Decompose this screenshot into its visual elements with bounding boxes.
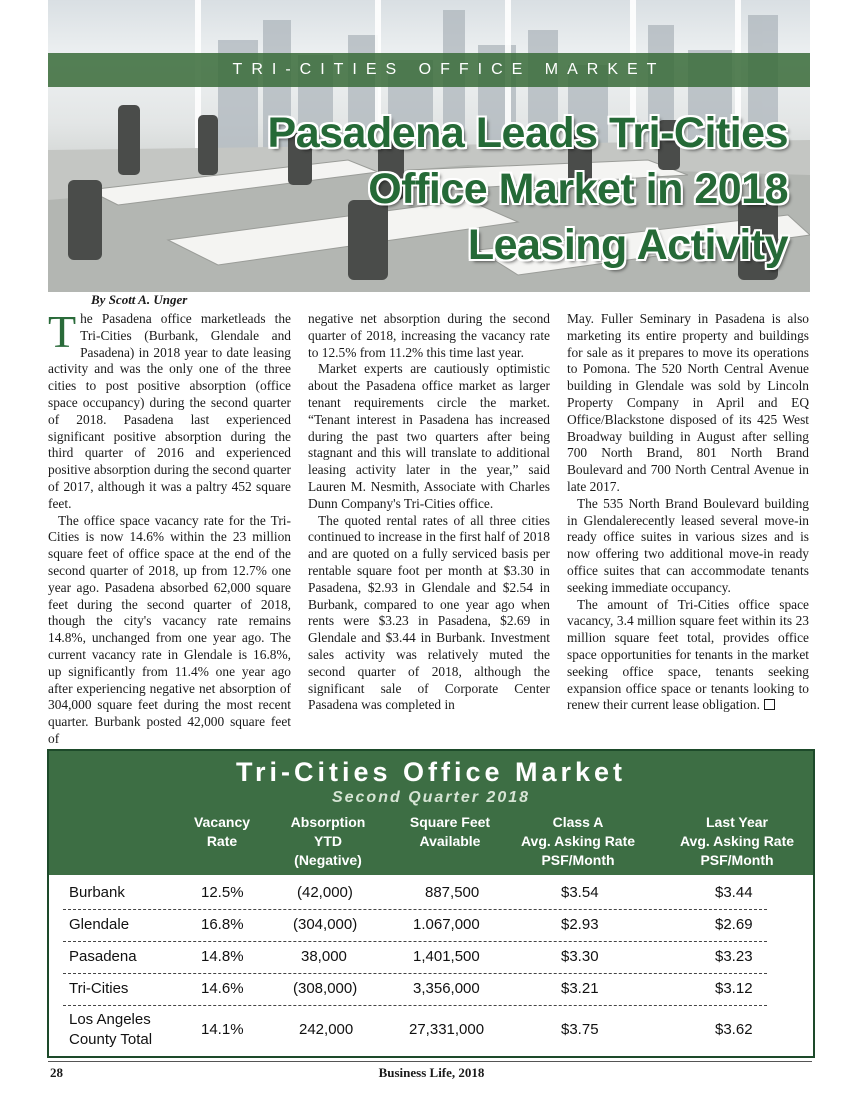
article-paragraph xyxy=(48,306,291,513)
cell-class-a: $3.30 xyxy=(561,948,599,965)
headline-line: Leasing Activity xyxy=(467,221,788,269)
article-paragraph: The 535 North Brand Boulevard building in Glendalerecently leased several move-in ready office suites in various sizes and is now offering two additional move-in ready office suites that can accommodate tenants seeking immediate occupancy. xyxy=(567,495,809,595)
table-subtitle: Second Quarter 2018 xyxy=(331,789,531,806)
drop-cap: T xyxy=(48,306,77,357)
article-column-3 xyxy=(567,311,809,714)
header-line: Absorption xyxy=(290,814,366,830)
header-line: Class A xyxy=(552,814,604,830)
header-line: Avg. Asking Rate xyxy=(520,833,636,849)
row-label: Pasadena xyxy=(69,948,137,965)
cell-vacancy: 12.5% xyxy=(201,884,244,901)
cell-last-year: $3.12 xyxy=(715,980,753,997)
article-headline xyxy=(168,105,788,273)
page-number: 28 xyxy=(50,1065,63,1080)
section-banner xyxy=(48,53,810,87)
cell-absorption: 38,000 xyxy=(301,948,347,965)
header-line: Rate xyxy=(206,833,238,849)
cell-square-feet: 1,401,500 xyxy=(413,948,480,965)
market-table xyxy=(47,749,815,1058)
table-row xyxy=(63,948,779,968)
table-header xyxy=(49,751,813,875)
row-label: Tri-Cities xyxy=(69,980,129,997)
row-label: Burbank xyxy=(69,884,125,901)
cell-absorption: 242,000 xyxy=(299,1021,354,1038)
cell-last-year: $2.69 xyxy=(715,916,753,933)
cell-vacancy: 14.1% xyxy=(201,1021,244,1038)
cell-square-feet: 27,331,000 xyxy=(409,1021,485,1038)
cell-square-feet: 1.067,000 xyxy=(413,916,480,933)
section-banner-label: TRI-CITIES OFFICE MARKET xyxy=(232,61,666,78)
cell-vacancy: 14.8% xyxy=(201,948,244,965)
cell-square-feet: 3,356,000 xyxy=(413,980,480,997)
cell-last-year: $3.62 xyxy=(715,1021,753,1038)
header-line: Vacancy xyxy=(193,814,251,830)
header-line: YTD xyxy=(314,833,342,849)
row-label: Glendale xyxy=(69,916,130,933)
row-label: County Total xyxy=(69,1031,153,1048)
column-header-absorption xyxy=(273,813,383,870)
header-line: Last Year xyxy=(705,814,768,830)
cell-absorption: (42,000) xyxy=(297,884,353,901)
article-paragraph xyxy=(567,597,809,715)
cell-class-a: $2.93 xyxy=(561,916,599,933)
article-paragraph: May. Fuller Seminary in Pasadena is also marketing its entire property and buildings for sale as it prepares to move its operations to Pomona. The 520 North Central Avenue building in Glendale was sold by Lincoln Property Company in April and EQ Office/Blackstone disposed of its 425 West Broadway building in August after selling 700 North Brand, 801 North Brand Boulevard and 700 North Central Avenue in late 2017. xyxy=(567,311,809,494)
table-title: Tri-Cities Office Market xyxy=(235,757,627,787)
cell-square-feet: 887,500 xyxy=(425,884,480,901)
hero-image xyxy=(48,0,810,292)
cell-class-a: $3.54 xyxy=(561,884,599,901)
byline: By Scott A. Unger xyxy=(91,292,188,307)
table-row xyxy=(63,916,779,936)
article-paragraph: The office space vacancy rate for the Tri-Cities is now 14.6% within the 23 million square feet of office space at the end of the second quarter of 2018, up from 12.7% one year ago. Pasadena absorbed 62,000 square feet during the second quarter of 2018, though the city's vacancy rate remains 14.8%, unchanged from one year ago. The current vacancy rate in Glendale is 16.8%, up significantly from 11.4% one year ago after experiencing negative net absorption of 304,000 square feet during the most recent quarter. Burbank posted 42,000 square feet of xyxy=(48,512,291,746)
article-paragraph: negative net absorption during the second quarter of 2018, increasing the vacancy rate to 12.5% from 11.2% this time last year. xyxy=(308,311,550,360)
end-mark-icon xyxy=(764,699,775,710)
column-header-class-a xyxy=(513,813,643,870)
article-column-1 xyxy=(48,306,291,748)
row-divider xyxy=(63,973,767,974)
cell-absorption: (308,000) xyxy=(293,980,358,997)
header-line: PSF/Month xyxy=(541,852,615,868)
column-header-last-year xyxy=(663,813,811,870)
article-paragraph: Market experts are cautiously optimistic about the Pasadena office market as larger tenant requirements circle the market. “Tenant interest in Pasadena has increased during the past two quarters after being stagnant and this will translate to additional leasing activity later in the year,” said Lauren M. Nesmith, Associate with Charles Dunn Company's Tri-Cities office. xyxy=(308,361,550,511)
paragraph-text: he Pasadena office marketleads the Tri-Cities (Burbank, Glendale and Pasadena) in 2018 year to date leasing activity and was the only one of the three cities to post positive absorption (office space occupancy) during the second quarter of 2018. Pasadena last experienced significant positive absorption during the third quarter of 2016 and experienced positive absorption during the second quarter of 2017, although it was a paltry 452 square feet. xyxy=(48,311,291,511)
row-divider xyxy=(63,941,767,942)
paragraph-text: The amount of Tri-Cities office space vacancy, 3.4 million square feet within its 23 million square feet total, provides office space opportunities for tenants in the market seeking office space, tenants seeking expansion office space or tenants looking to renew their current lease obligation. xyxy=(567,596,809,713)
footer-rule xyxy=(48,1061,812,1062)
cell-absorption: (304,000) xyxy=(293,916,358,933)
cell-class-a: $3.21 xyxy=(561,980,599,997)
article-paragraph: The quoted rental rates of all three cities continued to increase in the first half of 2018 and are quoted on a fully serviced basis per rentable square foot per month at $3.30 in Pasadena, $2.93 in Glendale and $2.54 in Burbank, compared to one year ago when rents were $3.23 in Pasadena, $2.69 in Glendale and $3.44 in Burbank. Investment sales activity was relatively muted the second quarter of 2018, although the significant sale of Corporate Center Pasadena was completed in xyxy=(308,512,550,713)
publication-name: Business Life, 2018 xyxy=(378,1065,485,1080)
table-row xyxy=(63,1011,779,1051)
headline-line: Office Market in 2018 xyxy=(368,165,788,213)
header-line: PSF/Month xyxy=(700,852,774,868)
cell-vacancy: 16.8% xyxy=(201,916,244,933)
header-line: Avg. Asking Rate xyxy=(679,833,795,849)
row-divider xyxy=(63,909,767,910)
column-header-square-feet xyxy=(395,813,505,851)
table-row xyxy=(63,980,779,1000)
row-divider xyxy=(63,1005,767,1006)
cell-last-year: $3.23 xyxy=(715,948,753,965)
column-header-vacancy xyxy=(177,813,267,851)
headline-line: Pasadena Leads Tri-Cities xyxy=(267,109,788,157)
table-row xyxy=(63,884,779,904)
cell-vacancy: 14.6% xyxy=(201,980,244,997)
header-line: Square Feet xyxy=(409,814,491,830)
header-line: Available xyxy=(419,833,481,849)
cell-last-year: $3.44 xyxy=(715,884,753,901)
header-line: (Negative) xyxy=(294,852,362,868)
cell-class-a: $3.75 xyxy=(561,1021,599,1038)
article-column-2 xyxy=(308,311,550,714)
row-label: Los Angeles xyxy=(69,1011,151,1028)
